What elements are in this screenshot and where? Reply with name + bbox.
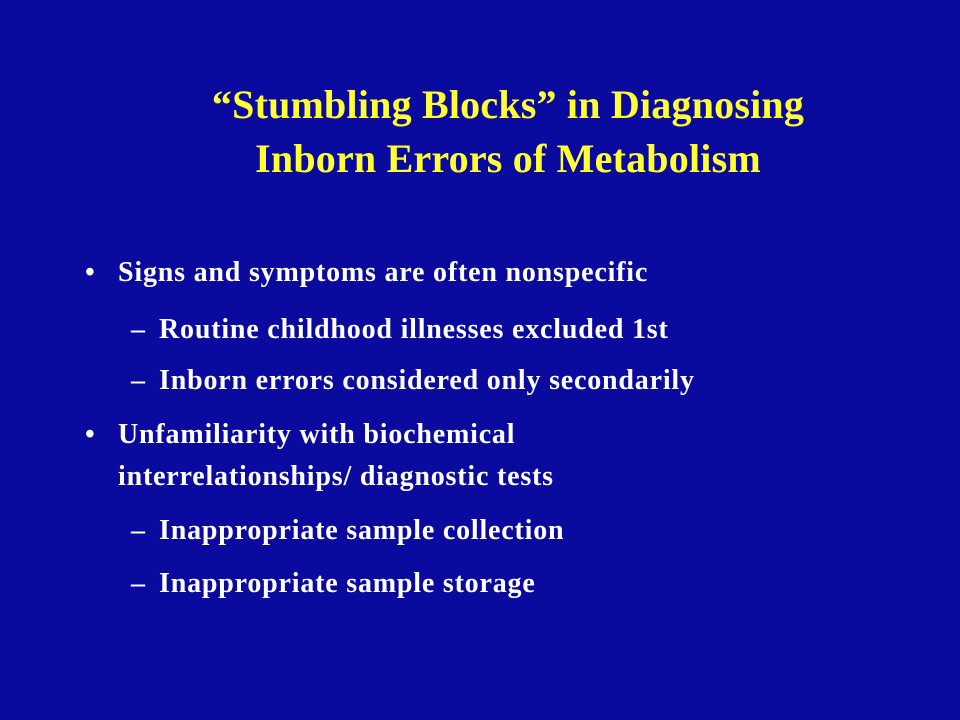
sub-bullet-marker: – — [131, 515, 146, 546]
sub-bullet-marker: – — [131, 568, 146, 599]
bullet-marker: • — [85, 419, 96, 450]
sub-bullet-text: Inappropriate sample storage — [159, 568, 536, 599]
sub-bullet-text: Routine childhood illnesses excluded 1st — [159, 314, 669, 345]
sub-bullet-text: Inappropriate sample collection — [159, 515, 565, 546]
sub-bullet-text: Inborn errors considered only secondarily — [159, 365, 695, 396]
bullet-text: Signs and symptoms are often nonspecific — [118, 257, 649, 288]
bullet-text-line-2: interrelationships/ diagnostic tests — [118, 461, 554, 492]
sub-bullet-marker: – — [131, 365, 146, 396]
slide-title-line-2: Inborn Errors of Metabolism — [255, 136, 761, 181]
sub-bullet-marker: – — [131, 314, 146, 345]
bullet-text-line-1: Unfamiliarity with biochemical — [118, 419, 516, 450]
slide-title-line-1: “Stumbling Blocks” in Diagnosing — [211, 82, 805, 127]
bullet-marker: • — [85, 257, 96, 288]
